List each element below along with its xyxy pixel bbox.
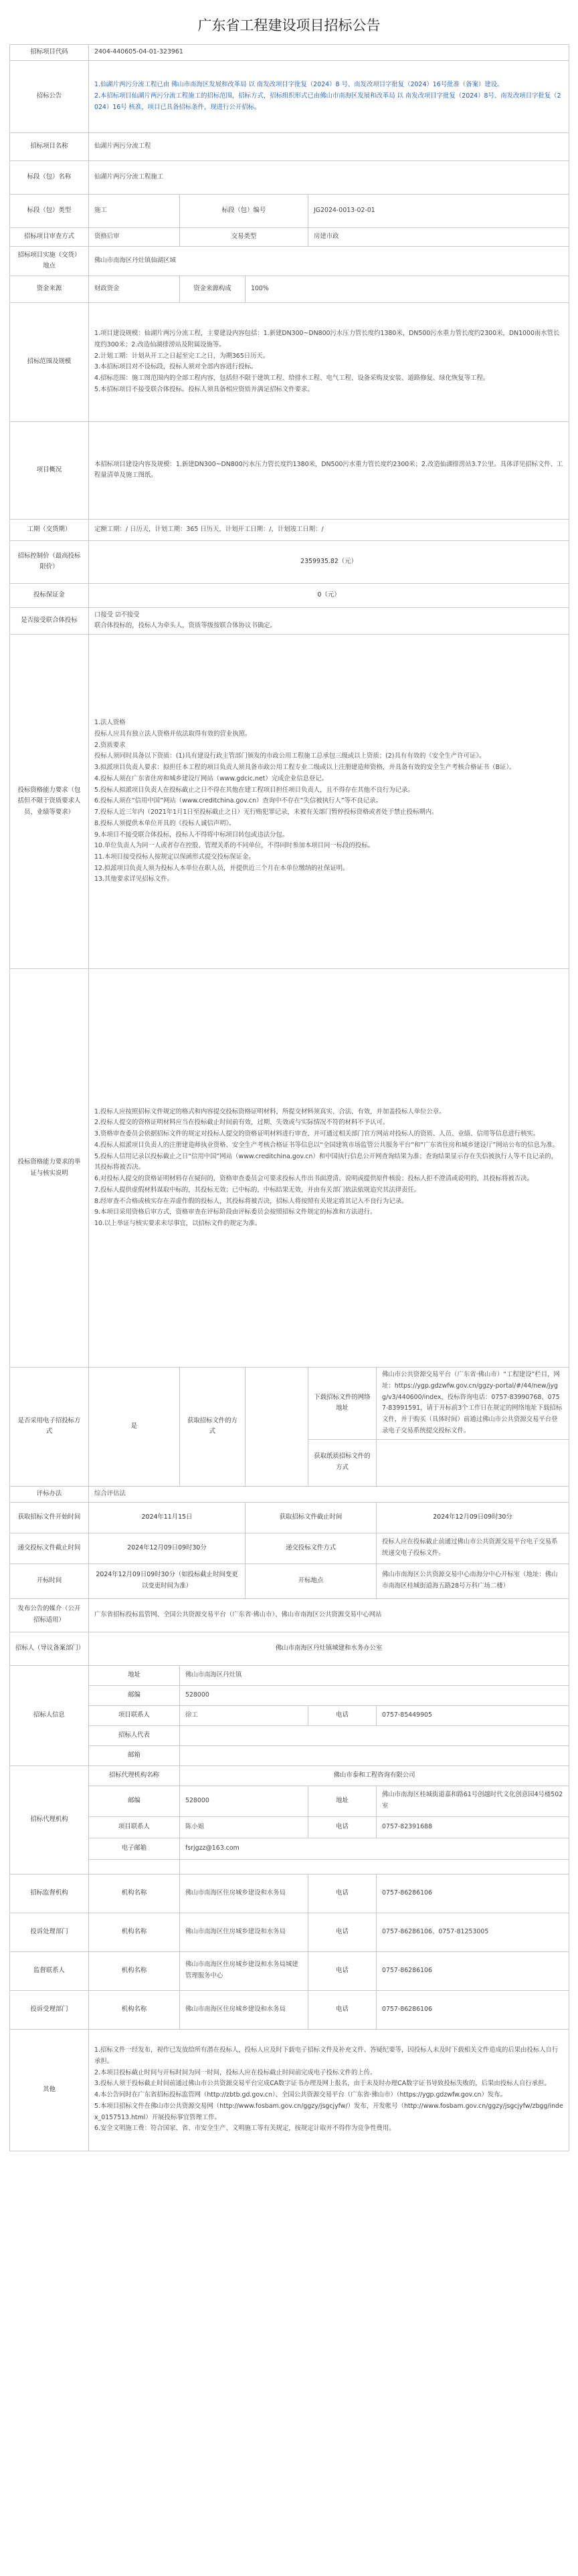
scope-line: 1.项目建设规模：仙湖片两污分流工程，主要建设内容包括：1.新建DN300~DN800污水压力管长度约1380米，DN500污水重力管长度约2300米，DN1000雨水管长度约300米；2.改造仙湖排涝站及附属设施等。 [94, 330, 560, 348]
qualification-line: 投标人须同时具备以下资质：(1)具有建设行政主管部门颁发的市政公用工程施工总承包三级或以上资质；(2)具有有效的《安全生产许可证》。 [94, 752, 486, 760]
page-title: 广东省工程建设项目招标公告 [197, 17, 381, 33]
method-note-line: 3.资格审查委员会依据招标文件的规定对投标人提交的资格证明材料进行审查，并可通过相关部门官方网站对投标人的资质、人员、业绩、信用等信息进行核实。 [94, 1130, 540, 1138]
method-note-line: 10.以上举证与核实要求未尽事宜，以招标文件的规定为准。 [94, 1220, 262, 1227]
qualification-line: 10.单位负责人为同一人或者存在控股、管理关系的不同单位，不得同时参加本项目同一标段的投标。 [94, 842, 375, 850]
method-note-line: 7.投标人提供虚假材料谋取中标的，其投标无效；已中标的，中标结果无效，并由有关部门依法依规追究其法律责任。 [94, 1186, 421, 1194]
row-agent-contact: 项目联系人 陈小姐 电话 0757-82391688 [10, 1816, 569, 1838]
row-consortium: 是否接受联合体投标 口接受 ☑不接受 联合体投标的，投标人为牵头人，资质等级按联合体协议书确定。 [10, 607, 569, 634]
qualification-line: 1.法人资格 [94, 719, 126, 727]
row-evaluation: 评标办法 综合评估法 [10, 1486, 569, 1502]
scope-line: 2.计划工期：计划从开工之日起至完工之日，为期365日历天。 [94, 352, 270, 360]
row-project-name: 招标项目名称 仙湖片两污分流工程 [10, 132, 569, 160]
row-supervisor: 招标人（导议备案部门） 佛山市南海区丹灶镇城建和水务办公室 [10, 1632, 569, 1665]
notes-line: 2.本项目投标截止时间与开标时间为同一时间，投标人应在投标截止时间前完成电子投标文件的上传。 [94, 2068, 377, 2076]
row-section-number: 标段（包）类型 施工 标段（包）编号 JG2024-0013-02-01 [10, 194, 569, 227]
notes-line: 6.安全文明施工费：符合国家、省、市安全生产、文明施工等有关规定，按规定计取并不得作为竞争性费用。 [94, 2125, 395, 2133]
row-scope: 招标范围及规模 1.项目建设规模：仙湖片两污分流工程，主要建设内容包括：1.新建DN300~DN800污水压力管长度约1380米，DN500污水重力管长度约2300米，DN1000雨水管长度约300米；2.改造仙湖排涝站及附属设施等。 2.计划工期：计划从开工之日起至完工之日，为期365日历天。 3.本招标项目对不设标段，投标人须对全部内容进行投标。 4.招标范围：施工图范围内的全部工程内容，包括但不限于建筑工程、给排水工程、电气工程、设备采购及安装、道路修复、绿化恢复等工程。 5.本招标项目不接受联合体投标。投标人须具备相应资质并满足招标文件要求。 [10, 302, 569, 421]
announcement-page [9, 15, 569, 2151]
row-section-name: 标段（包）名称 仙湖片两污分流工程施工 [10, 160, 569, 194]
qualification-line: 12.拟派项目负责人须为投标人本单位在职人员，并提供近三个月在本单位缴纳的社保证明。 [94, 864, 349, 872]
method-note-line: 4.投标人拟派项目负责人的注册建造师执业资格、安全生产考核合格证书等信息以“全国建筑市场监管公共服务平台”和“广东省住房和城乡建设厅”网站公布的信息为准。 [94, 1141, 559, 1149]
notes-line: 4.本公告同时在广东省招标投标监管网（http://zbtb.gd.gov.cn）、全国公共资源交易平台（广东省·佛山市）（https://ygp.gdzwfw.gov.cn）发布。 [94, 2091, 506, 2099]
row-supervision: 投诉处理部门 机构名称 佛山市南海区住房城乡建设和水务局 电话 0757-86286106、0757-81253005 [10, 1913, 569, 1951]
qualification-line: 13.其他要求详见招标文件。 [94, 875, 174, 883]
row-times-submit: 递交投标文件截止时间 2024年12月09日09时30分 递交投标文件方式 投标人应在投标截止前通过佛山市公共资源交易平台电子交易系统递交电子投标文件。 [10, 1533, 569, 1564]
notes-line: 3.投标人须于投标截止时间前通过佛山市公共资源交易平台完成CA数字证书办理及网上报名，由于未及时办理CA数字证书导致投标失败的，后果由投标人自行承担。 [94, 2080, 551, 2088]
row-control-price: 招标控制价（最高投标限价） 2359935.82（元） [10, 540, 569, 583]
row-supervision: 招标监督机构 机构名称 佛山市南海区住房城乡建设和水务局 电话 0757-86286106 [10, 1874, 569, 1913]
notes-line: 5.本项目招标文件在佛山市公共资源交易网（http://www.fosbam.gov.cn/ggzy/jsgcjyfw/）发布，开发帐号（http://www.fosbam.gov.cn/ggzy/jsgcjyfw/zbgg/index_0157513.html）开展投标事宜管理工作。 [94, 2102, 563, 2121]
row-online-download: 是否采用电子招投标方式 是 获取招标文件的方式 下载招标文件的网络地址 佛山市公共资源交易平台（广东省·佛山市）“工程建设”栏目，网址：https://ygp.gdzwfw.gov.cn/ggzy-portal/#/44/new/jygg/v3/440600/index，投标咨询电话：0757-83990768、0757-83991591，请于开标前3个工作日在规定的网络地址下载招标文件，并于购买（具体时间）前通过佛山市公共资源交易平台登录电子交易系统提交投标文件。 [10, 1368, 569, 1439]
qualification-line: 投标人应具有独立法人资格并依法取得有效的营业执照。 [94, 730, 252, 738]
row-approval: 招标项目审查方式 资格后审 交易类型 房建市政 [10, 227, 569, 246]
row-tenderer-zip: 邮编 528000 [10, 1685, 569, 1705]
row-tenderer-contact: 项目联系人 徐工 电话 0757-85449905 [10, 1705, 569, 1725]
row-times-get: 获取招标文件开始时间 2024年11月15日 获取招标文件截止时间 2024年12月09日09时30分 [10, 1502, 569, 1533]
announcement-line: 1.仙湖片两污分流工程已由 佛山市南海区发展和改革局 以 南发改项目字批复（2024）8 号、南发改项目字批复（2024）16号批准（备案）建设。 [94, 81, 504, 89]
row-times-open: 开标时间 2024年12月09日09时30分（如投标截止时间变更以变更时间为准） 开标地点 佛山市南海区公共资源交易中心南海分中心开标室（地址：佛山市南海区桂城街道海五路28号万科广场二楼） [10, 1564, 569, 1598]
row-supervision: 监督联系人 机构名称 佛山市南海区住房城乡建设和水务局城建管理服务中心 电话 0757-86286106 [10, 1951, 569, 1990]
row-tenderer-person: 招标人代表 [10, 1725, 569, 1745]
announcement-table [9, 44, 569, 2151]
row-location: 招标项目实施（交货）地点 佛山市南海区丹灶镇仙湖区域 [10, 246, 569, 276]
row-tenderer-address: 招标人信息 地址 佛山市南海区丹灶镇 [10, 1665, 569, 1685]
row-media: 发布公告的媒介（公开招标适用） 广东省招标投标监管网、全国公共资源交易平台（广东省·佛山市）、佛山市南海区公共资源交易中心网站 [10, 1598, 569, 1632]
method-note-line: 8.经审查不合格或核实存在弄虚作假的投标人，其投标将被否决，招标人将按照有关规定将其记入不良行为记录。 [94, 1197, 408, 1205]
row-supervision: 投诉受理部门 机构名称 佛山市南海区住房城乡建设和水务局 电话 0757-86286106 [10, 1990, 569, 2029]
row-tenderer-email: 邮箱 [10, 1745, 569, 1765]
method-note-line: 6.对投标人提交的资格证明材料存在疑问的，资格审查委员会可要求投标人作出书面澄清、说明或提供原件核验；投标人拒不澄清或说明的，其投标将被否决。 [94, 1175, 533, 1183]
row-announcement: 招标公告 1.仙湖片两污分流工程已由 佛山市南海区发展和改革局 以 南发改项目字批复（2024）8 号、南发改项目字批复（2024）16号批准（备案）建设。 2.本招标项目仙湖片两污分流工程施工的招标范围，招标方式，招标组织形式已由佛山市南海区发展和改革局 以 南发改项目字批复（2024）8号、南发改项目字批复（2024）16号 核准，项目已具备招标条件，现进行公开招标。 [10, 60, 569, 132]
row-agent-blank [10, 1859, 569, 1874]
row-method-note: 投标资格能力要求的举证与核实说明 1.投标人应按照招标文件规定的格式和内容提交投标资格证明材料，所提交材料须真实、合法、有效，并加盖投标人单位公章。 2.投标人提交的资格证明材料应当在投标截止时间前有效，过期、失效或与实际情况不符的材料不予认可。 3.资格审查委员会依据招标文件的规定对投标人提交的资格证明材料进行审查，并可通过相关部门官方网站对投标人的资质、人员、业绩、信用等信息进行核实。 4.投标人拟派项目负责人的注册建造师执业资格、安全生产考核合格证书等信息以“全国建筑市场监管公共服务平台”和“广东省住房和城乡建设厅”网站公布的信息为准。 5.投标人信用记录以投标截止之日“信用中国”网站（www.creditchina.gov.cn）和中国执行信息公开网查询结果为准；查询结果显示存在失信被执行人等不良记录的，其投标将被否决。 6.对投标人提交的资格证明材料存在疑问的，资格审查委员会可要求投标人作出书面澄清、说明或提供原件核验；投标人拒不澄清或说明的，其投标将被否决。 7.投标人提供虚假材料谋取中标的，其投标无效；已中标的，中标结果无效，并由有关部门依法依规追究其法律责任。 8.经审查不合格或核实存在弄虚作假的投标人，其投标将被否决，招标人将按照有关规定将其记入不良行为记录。 9.本项目采用资格后审方式，资格审查在评标阶段由评标委员会按照招标文件规定的标准和方法进行。 10.以上举证与核实要求未尽事宜，以招标文件的规定为准。 [10, 969, 569, 1368]
qualification-line: 8.投标人须提供本单位开具的《投标人诚信声明》。 [94, 819, 235, 827]
row-agent-name: 招标代理机构 招标代理机构名称 佛山市泰和工程咨询有限公司 [10, 1765, 569, 1786]
qualification-line: 11.本项目接受投标人按规定以保函形式提交投标保证金。 [94, 853, 255, 861]
method-note-line: 1.投标人应按照招标文件规定的格式和内容提交投标资格证明材料，所提交材料须真实、合法、有效，并加盖投标人单位公章。 [94, 1107, 446, 1115]
consortium-line: 口接受 ☑不接受 [94, 611, 140, 619]
notes-line: 1.招标文件一经发布，视作已发放给所有潜在投标人，投标人应及时下载电子招标文件及补充文件、答疑纪要等，因投标人未及时下载相关文件造成的后果由投标人自行承担。 [94, 2046, 559, 2065]
scope-line: 3.本招标项目对不设标段，投标人须对全部内容进行投标。 [94, 363, 258, 371]
row-project-code: 招标项目代码 2404-440605-04-01-323961 [10, 45, 569, 61]
row-deposit: 投标保证金 0（元） [10, 583, 569, 607]
qualification-line: 7.投标人近三年内（2021年1月1日至投标截止之日）无行贿犯罪记录，未被有关部门暂停投标资格或者处于禁止投标期内。 [94, 809, 438, 817]
qualification-line: 9.本项目不接受联合体投标，投标人不得将中标项目转包或违法分包。 [94, 831, 289, 839]
qualification-line: 2.资质要求 [94, 741, 126, 749]
row-online-receive: 获取纸质招标文件的方式 [10, 1439, 569, 1486]
qualification-line: 3.拟派项目负责人要求：拟担任本工程的项目负责人须具备市政公用工程专业二级或以上注册建造师资格，并具备有效的安全生产考核合格证书（B证）。 [94, 764, 516, 772]
download-address[interactable]: 佛山市公共资源交易平台（广东省·佛山市）“工程建设”栏目，网址：https://ygp.gdzwfw.gov.cn/ggzy-portal/#/44/new/jygg/v3/440600/index，投标咨询电话：0757-83990768、0757-83991591，请于开标前3个工作日在规定的网络地址下载招标文件，并于购买（具体时间）前通过佛山市公共资源交易平台登录电子交易系统提交投标文件。 [377, 1368, 569, 1439]
row-agent-address: 邮编 528000 地址 佛山市南海区桂城街道嘉和路61号创越时代文化创意园4号楼502室 [10, 1786, 569, 1816]
row-duration: 工期（交货期） 定额工期：/ 日历天，计划工期：365 日历天，计划开工日期：/，计划竣工日期：/ [10, 519, 569, 540]
row-funds: 资金来源 财政资金 资金来源构成 100% [10, 276, 569, 302]
row-notes: 其他 1.招标文件一经发布，视作已发放给所有潜在投标人，投标人应及时下载电子招标文件及补充文件、答疑纪要等，因投标人未及时下载相关文件造成的后果由投标人自行承担。 2.本项目投标截止时间与开标时间为同一时间，投标人应在投标截止时间前完成电子投标文件的上传。 3.投标人须于投标截止时间前通过佛山市公共资源交易平台完成CA数字证书办理及网上报名，由于未及时办理CA数字证书导致投标失败的，后果由投标人自行承担。 4.本公告同时在广东省招标投标监管网（http://zbtb.gd.gov.cn）、全国公共资源交易平台（广东省·佛山市）（https://ygp.gdzwfw.gov.cn）发布。 5.本项目招标文件在佛山市公共资源交易网（http://www.fosbam.gov.cn/ggzy/jsgcjyfw/）发布，开发帐号（http://www.fosbam.gov.cn/ggzy/jsgcjyfw/zbgg/index_0157513.html）开展投标事宜管理工作。 6.安全文明施工费：符合国家、省、市安全生产、文明施工等有关规定，按规定计取并不得作为竞争性费用。 [10, 2029, 569, 2151]
qualification-line: 6.投标人须在“信用中国”网站（www.creditchina.gov.cn）查询中不存在“失信被执行人”等不良记录。 [94, 797, 382, 805]
consortium-line: 联合体投标的，投标人为牵头人，资质等级按联合体协议书确定。 [94, 622, 276, 630]
row-summary: 项目概况 本招标项目建设内容及规模：1.新建DN300~DN800污水压力管长度约1380米，DN500污水重力管长度约2300米；2.改造仙湖排涝站3.7公里。具体详见招标文件、工程量清单及施工图纸。 [10, 421, 569, 519]
announcement-line: 2.本招标项目仙湖片两污分流工程施工的招标范围，招标方式，招标组织形式已由佛山市南海区发展和改革局 以 南发改项目字批复（2024）8号、南发改项目字批复（2024）16号 核准，项目已具备招标条件，现进行公开招标。 [94, 92, 561, 111]
method-note-line: 5.投标人信用记录以投标截止之日“信用中国”网站（www.creditchina.gov.cn）和中国执行信息公开网查询结果为准；查询结果显示存在失信被执行人等不良记录的，其投标将被否决。 [94, 1152, 558, 1172]
scope-line: 5.本招标项目不接受联合体投标。投标人须具备相应资质并满足招标文件要求。 [94, 385, 314, 393]
row-qualification: 投标资格能力要求（包括但不限于资质要求人员、业绩等要求） 1.法人资格 投标人应具有独立法人资格并依法取得有效的营业执照。 2.资质要求 投标人须同时具备以下资质：(1)具有建设行政主管部门颁发的市政公用工程施工总承包三级或以上资质；(2)具有有效的《安全生产许可证》。 3.拟派项目负责人要求：拟担任本工程的项目负责人须具备市政公用工程专业二级或以上注册建造师资格，并具备有效的安全生产考核合格证书（B证）。 4.投标人须在广东省住房和城乡建设厅网站（www.gdcic.net）完成企业信息登记。 5.投标人拟派项目负责人在投标截止之日不得在其他在建工程项目担任项目负责人，且不得存在其他不良行为记录。 6.投标人须在“信用中国”网站（www.creditchina.gov.cn）查询中不存在“失信被执行人”等不良记录。 7.投标人近三年内（2021年1月1日至投标截止之日）无行贿犯罪记录，未被有关部门暂停投标资格或者处于禁止投标期内。 8.投标人须提供本单位开具的《投标人诚信声明》。 9.本项目不接受联合体投标，投标人不得将中标项目转包或违法分包。 10.单位负责人为同一人或者存在控股、管理关系的不同单位，不得同时参加本项目同一标段的投标。 11.本项目接受投标人按规定以保函形式提交投标保证金。 12.拟派项目负责人须为投标人本单位在职人员，并提供近三个月在本单位缴纳的社保证明。 13.其他要求详见招标文件。 [10, 635, 569, 969]
method-note-line: 2.投标人提交的资格证明材料应当在投标截止时间前有效，过期、失效或与实际情况不符的材料不予认可。 [94, 1119, 389, 1127]
qualification-line: 4.投标人须在广东省住房和城乡建设厅网站（www.gdcic.net）完成企业信息登记。 [94, 774, 328, 782]
method-note-line: 9.本项目采用资格后审方式，资格审查在评标阶段由评标委员会按照招标文件规定的标准和方法进行。 [94, 1208, 377, 1216]
row-agent-email: 电子邮箱 fsrjgzz@163.com [10, 1838, 569, 1859]
scope-line: 4.招标范围：施工图范围内的全部工程内容，包括但不限于建筑工程、给排水工程、电气工程、设备采购及安装、道路修复、绿化恢复等工程。 [94, 374, 490, 382]
qualification-line: 5.投标人拟派项目负责人在投标截止之日不得在其他在建工程项目担任项目负责人，且不得存在其他不良行为记录。 [94, 786, 414, 794]
